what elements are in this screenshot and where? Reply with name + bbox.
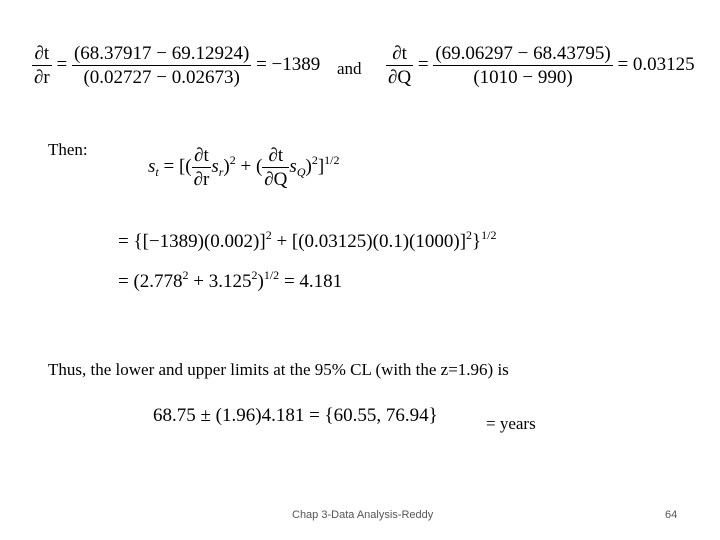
result: = −1389 xyxy=(256,53,321,75)
numerator: (68.37917 − 69.12924) xyxy=(73,43,250,64)
numeric-substitution-line: = $\{[-1389)(0.002)]^2 + [(0.03125)(0.1)(1000)]^2\}^{1/2}$ xyxy=(118,228,497,252)
lhs-fraction xyxy=(32,44,52,87)
years-label: = years xyxy=(486,414,536,433)
thus-paragraph: Thus, the lower and upper limits at the 95% CL (with the z=1.96) is xyxy=(48,360,509,379)
result: = 0.03125 xyxy=(617,53,695,75)
denominator: (1010 − 990) xyxy=(473,67,573,88)
difference-fraction xyxy=(72,44,251,87)
lhs-denominator: ∂Q xyxy=(388,67,412,88)
numerator: (69.06297 − 68.43795) xyxy=(435,43,611,64)
then-label: Then: xyxy=(48,140,88,159)
partial-t-q-equation: $\frac{\partial t}{\partial Q}$ = $\frac{(69.06297 - 68.43795)}{(1010 - 990)}$ = 0.03125 xyxy=(388,43,695,88)
lhs-denominator: ∂r xyxy=(34,67,50,88)
result-line: = $(2.778^2 + 3.125^2)^{1/2} = 4.181$ xyxy=(118,268,343,292)
footer-title: Chap 3-Data Analysis-Reddy xyxy=(292,509,434,521)
lhs-numerator: ∂t xyxy=(386,44,413,66)
and-label: and xyxy=(337,59,362,78)
lhs-numerator: ∂t xyxy=(32,44,52,66)
denominator: (0.02727 − 0.02673) xyxy=(83,67,240,88)
partial-t-r-equation: $\frac{\partial t}{\partial r}$ = $\frac{(68.37917 - 69.12924)}{(0.02727 - 0.02673)}$ = −1389 xyxy=(34,43,321,88)
page-number: 64 xyxy=(665,509,678,521)
limits-equation: 68.75 ± (1.96)4.181 = {60.55, 76.94} xyxy=(153,405,438,426)
st-formula: $s_t$ = [( $\frac{\partial t}{\partial r}$ $s_r)^2$ + ( $\frac{\partial t}{\partial Q}$ $s_Q)^2]^{1/2}$ xyxy=(148,145,340,190)
